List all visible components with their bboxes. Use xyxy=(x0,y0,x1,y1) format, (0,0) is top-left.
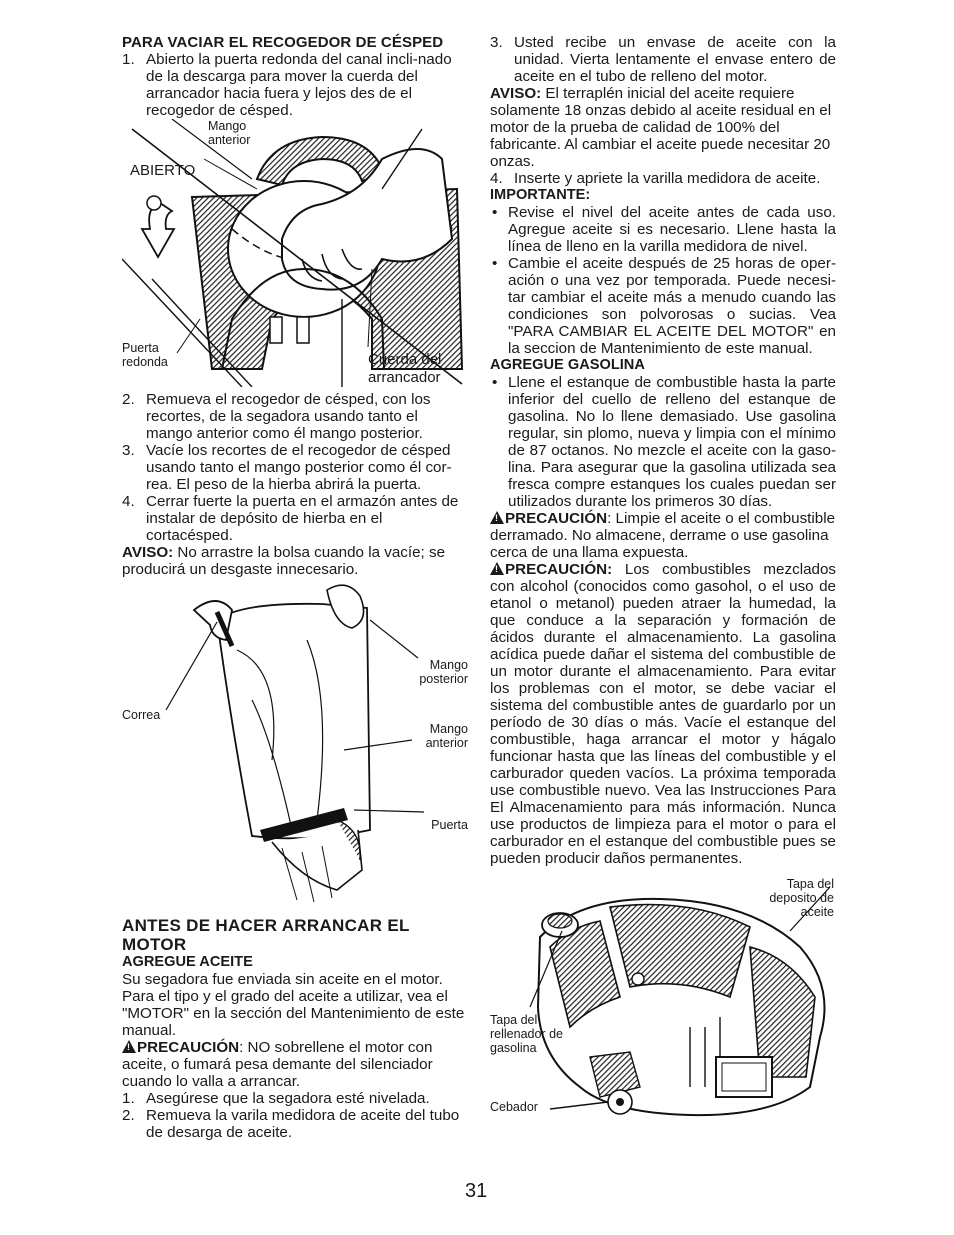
label-abierto: ABIERTO xyxy=(130,162,196,179)
list-number: 4. xyxy=(122,493,135,510)
precaucion-3: !PRECAUCIÓN: Los combustibles mezclados con alcohol (conocidos como gasohol, o el uso de etanol o metanol) pueden atraer la humedad, la que conduce a la separación y formación de ácidos durante el almacenamiento. La gasolina acídica puede dañar el sistema del combustible de un motor durante el almacenamiento. Para evitar los problemas con el motor, se debe vaciar el sistema del combustible antes de guardarlo por un período de 30 días o más. Vacíe el estanque del combustible, haga arrancar el motor y hágalo funcionar hasta que las líneas del combustible y el carburador queden vacíos. La próxima temporada use combustible nuevo. Vea las Instrucciones Para El Almacenamiento para más información. Nunca use productos de limpieza para el motor o para el carburador en el estanque del combustible pues se pueden producir daños permanentes. xyxy=(490,561,836,867)
section-title-vaciar: PARA VACIAR EL RECOGEDOR DE CÉSPED xyxy=(122,34,444,51)
bullet-item xyxy=(490,204,836,255)
warning-icon xyxy=(122,1040,136,1053)
aceite-steps-continued xyxy=(490,34,836,85)
list-text: Vacíe los recortes de el recogedor de césped usando tanto el mango posterior como él cor-rea. El peso de la hierba abrirá la puerta. xyxy=(146,442,452,493)
label-cuerda-arrancador: Cuerda del arrancador xyxy=(368,351,442,386)
list-number: 2. xyxy=(122,391,135,408)
list-text: Usted recibe un envase de aceite con la unidad. Vierta lentamente el envase entero de aceite en el tubo de relleno del motor. xyxy=(514,34,836,85)
bullet-icon: • xyxy=(492,255,498,272)
engine-illustration xyxy=(490,887,836,1127)
list-text: Cerrar fuerte la puerta en el armazón antes de instalar de depósito de hierba en el cortacésped. xyxy=(146,493,459,544)
label-puerta: Puerta xyxy=(431,818,468,832)
left-column xyxy=(122,34,468,1141)
precaucion-1: !PRECAUCIÓN: NO sobrellene el motor con aceite, o fumará pesa demante del silenciador cuando lo valla a arrancar. xyxy=(122,1039,468,1090)
list-item xyxy=(122,1107,468,1141)
bullet-text: Revise el nivel del aceite antes de cada uso. Agregue aceite si es necesario. Llene hasta la línea de lleno en la varilla medidora de nivel. xyxy=(508,204,836,255)
list-item xyxy=(122,51,468,119)
label-correa: Correa xyxy=(122,708,161,722)
list-item xyxy=(122,391,468,442)
label-tapa-deposito-aceite: Tapa del deposito de aceite xyxy=(769,877,834,919)
label-mango-anterior: Mango anterior xyxy=(208,119,251,147)
list-text: Asegúrese que la segadora esté nivelada. xyxy=(146,1090,430,1107)
aceite-step-4 xyxy=(490,170,836,187)
list-text: Abierto la puerta redonda del canal incli-nado de la descarga para mover la cuerda del arrancador hacia fuera y lejos des de el recogedor de césped. xyxy=(146,51,452,119)
list-number: 1. xyxy=(122,1090,135,1107)
aviso-2: AVISO: El terraplén inicial del aceite requiere solamente 18 onzas debido al aceite residual en el motor de la prueba de calidad de 100% del fabricante. Al cambiar el aceite puede necesitar 20 onzas. xyxy=(490,85,832,170)
warning-icon xyxy=(490,511,504,524)
list-number: 1. xyxy=(122,51,135,68)
list-number: 4. xyxy=(490,170,503,187)
list-item xyxy=(122,493,468,544)
aceite-intro: Su segadora fue enviada sin aceite en el motor. Para el tipo y el grado del aceite a utilizar, vea el "MOTOR" en la sección del Mantenimiento de este manual. xyxy=(122,971,465,1039)
subtitle-agregue-aceite: AGREGUE ACEITE xyxy=(122,954,253,970)
list-item xyxy=(122,442,468,493)
aviso-1: AVISO: No arrastre la bolsa cuando la vacíe; se producirá un desgaste innecesario. xyxy=(122,544,446,578)
label-cebador: Cebador xyxy=(490,1100,538,1114)
importante-bullets xyxy=(490,204,836,357)
precaucion-2: !PRECAUCIÓN: Limpie el aceite o el combustible derramado. No almacene, derrame o use gasolina cerca de una llama expuesta. xyxy=(490,510,836,561)
figure-engine xyxy=(490,877,836,1127)
aceite-steps xyxy=(122,1090,468,1141)
list-item xyxy=(490,34,836,85)
list-item xyxy=(490,170,836,187)
page-number: 31 xyxy=(465,1180,488,1202)
list-text: Remueva el recogedor de césped, con los recortes, de la segadora usando tanto el mango anterior como él mango posterior. xyxy=(146,391,431,442)
list-text: Remueva la varila medidora de aceite del tubo de desarga de aceite. xyxy=(146,1107,460,1141)
warning-icon xyxy=(490,562,504,575)
list-item xyxy=(122,1090,468,1107)
figure-empty-bag xyxy=(122,580,468,916)
vaciar-steps-continued xyxy=(122,391,468,544)
label-puerta-redonda: Puerta redonda xyxy=(122,341,168,369)
figure-open-door xyxy=(122,119,468,387)
subtitle-agregue-gasolina: AGREGUE GASOLINA xyxy=(490,357,645,373)
bullet-icon: • xyxy=(492,374,498,391)
label-mango-posterior: Mango posterior xyxy=(419,658,468,686)
section-title-antes: ANTES DE HACER ARRANCAR EL MOTOR xyxy=(122,916,410,954)
importante-heading: IMPORTANTE: xyxy=(490,187,591,203)
gasolina-bullets xyxy=(490,374,836,510)
label-tapa-rellenador-gasolina: Tapa del rellenador de gasolina xyxy=(490,1013,563,1055)
label-mango-anterior-2: Mango anterior xyxy=(425,722,468,750)
list-number: 2. xyxy=(122,1107,135,1124)
list-text: Inserte y apriete la varilla medidora de aceite. xyxy=(514,170,821,187)
list-number: 3. xyxy=(122,442,135,459)
bullet-text: Llene el estanque de combustible hasta la parte inferior del cuello de relleno del estanque de gasolina. No lo llene demasiado. Use gasolina regular, sin plomo, nueva y limpia con el mínimo de 87 octanos. No mezcle el aceite con la gaso-lina. Para asegurar que la gasolina utilizada sea fresca compre estanques los cuales puedan ser utilizados durante los primeros 30 días. xyxy=(508,374,836,510)
bullet-item xyxy=(490,374,836,510)
right-column xyxy=(490,34,836,1127)
bullet-icon: • xyxy=(492,204,498,221)
vaciar-steps xyxy=(122,51,468,119)
bullet-text: Cambie el aceite después de 25 horas de oper-ación o una vez por temporada. Puede necesi-tar cambiar el aceite más a menudo cuando las condiciones son polvorosas o sucias. Vea "PARA CAMBIAR EL ACEITE DEL MOTOR" en la seccion de Mantenimiento de este manual. xyxy=(508,255,836,357)
list-number: 3. xyxy=(490,34,503,51)
bullet-item xyxy=(490,255,836,357)
